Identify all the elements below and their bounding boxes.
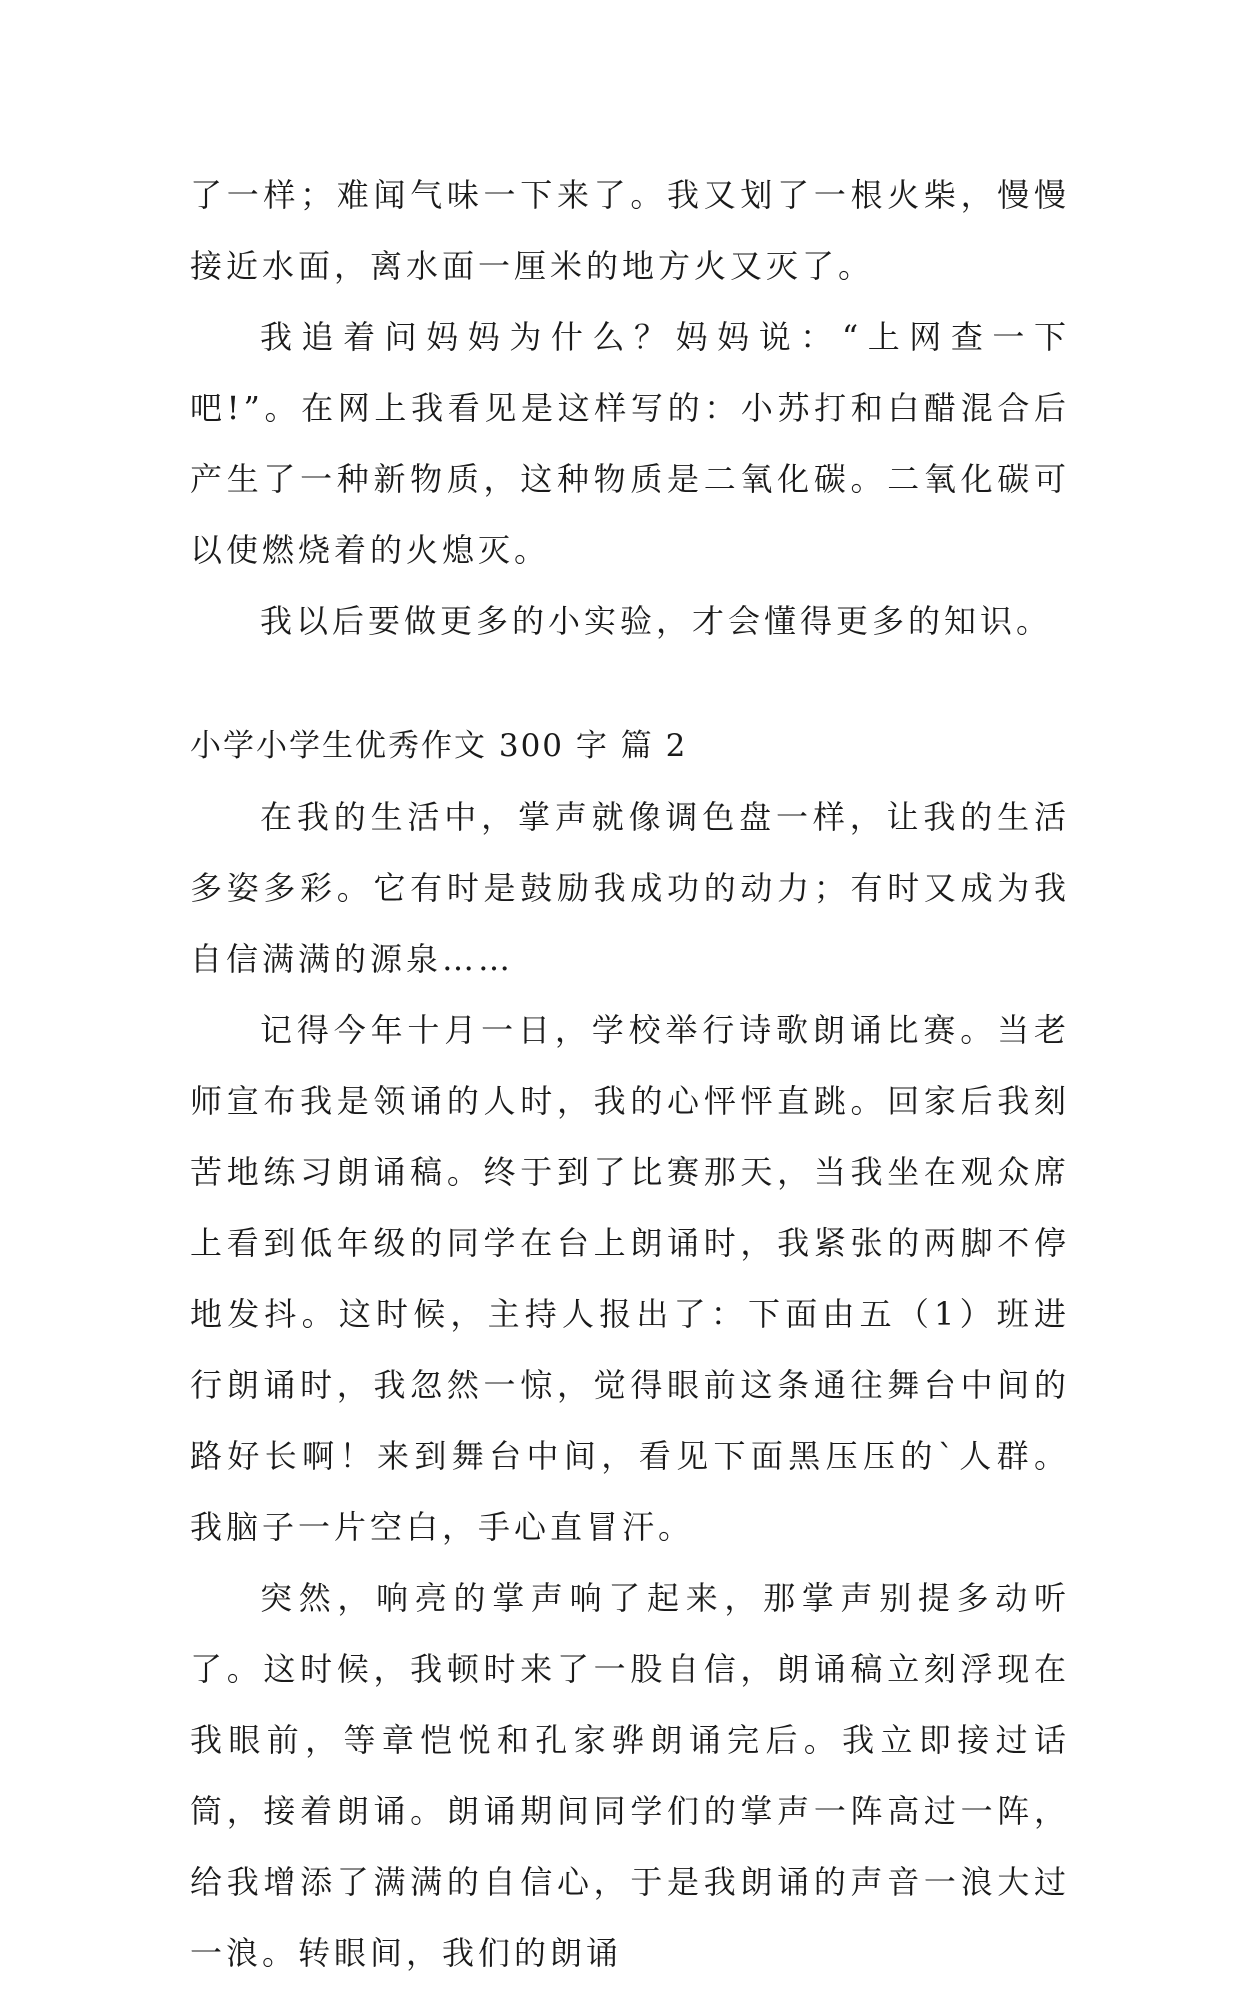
paragraph: 在我的生活中，掌声就像调色盘一样，让我的生活多姿多彩。它有时是鼓励我成功的动力；有时又成为我自信满满的源泉……: [190, 798, 1070, 978]
paragraph: 突然，响亮的掌声响了起来，那掌声别提多动听了。这时候，我顿时来了一股自信，朗诵稿立刻浮现在我眼前，等章恺悦和孔家骅朗诵完后。我立即接过话筒，接着朗诵。朗诵期间同学们的掌声一阵高过一阵，给我增添了满满的自信心，于是我朗诵的声音一浪大过一浪。转眼间，我们的朗诵: [190, 1579, 1070, 1972]
paragraph: 我追着问妈妈为什么？妈妈说：“上网查一下吧!”。在网上我看见是这样写的：小苏打和白醋混合后产生了一种新物质，这种物质是二氧化碳。二氧化碳可以使燃烧着的火熄灭。: [190, 318, 1070, 569]
paragraph-continued: 了一样；难闻气味一下来了。我又划了一根火柴，慢慢接近水面，离水面一厘米的地方火又灭了。: [190, 176, 1070, 285]
document-body: [190, 160, 1070, 1989]
paragraph: 记得今年十月一日，学校举行诗歌朗诵比赛。当老师宣布我是领诵的人时，我的心怦怦直跳。回家后我刻苦地练习朗诵稿。终于到了比赛那天，当我坐在观众席上看到低年级的同学在台上朗诵时，我紧张的两脚不停地发抖。这时候，主持人报出了：下面由五（1）班进行朗诵时，我忽然一惊，觉得眼前这条通往舞台中间的路好长啊！来到舞台中间，看见下面黑压压的`人群。我脑子一片空白，手心直冒汗。: [190, 1011, 1070, 1546]
paragraph: 我以后要做更多的小实验，才会懂得更多的知识。: [260, 602, 1053, 640]
section-heading: 小学小学生优秀作文 300 字 篇 2: [190, 728, 688, 764]
